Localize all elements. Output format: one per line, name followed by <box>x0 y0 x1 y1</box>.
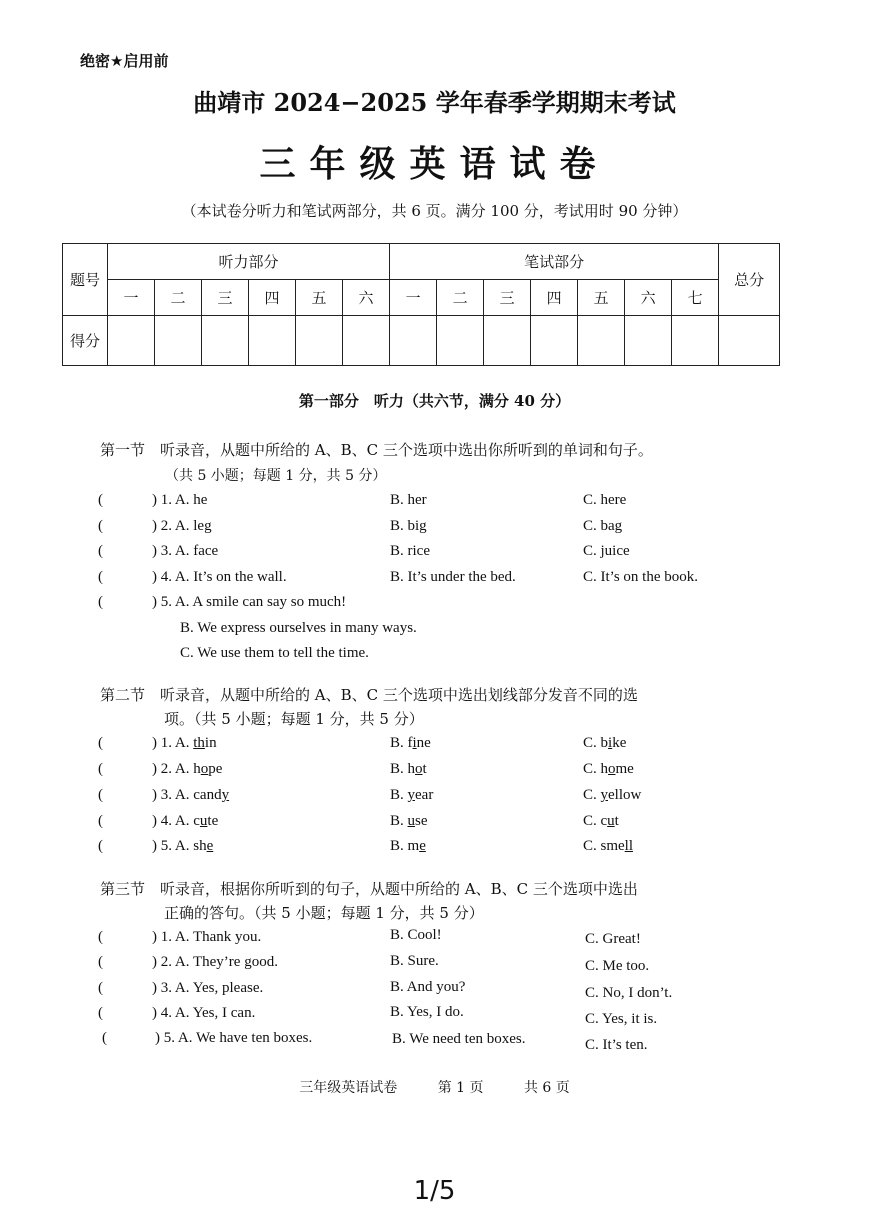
s3-q5-c: C. It’s ten. <box>585 1037 648 1053</box>
s3-q5-a: ) 5. A. We have ten boxes. <box>155 1030 313 1046</box>
s2-q2-a: ) 2. A. hope <box>152 761 223 777</box>
s3-q4-a: ) 4. A. Yes, I can. <box>152 1005 256 1021</box>
answer-paren[interactable]: ( <box>98 492 103 508</box>
footer-total: 共 6 页 <box>523 1080 570 1096</box>
answer-paren[interactable]: ( <box>98 543 103 559</box>
section2-sub: 项。（共 5 小题；每题 1 分，共 5 分） <box>164 710 424 728</box>
score-cell[interactable] <box>390 316 437 366</box>
score-cell[interactable] <box>484 316 531 366</box>
page-indicator: 1/5 <box>413 1176 456 1206</box>
s3-q1-c: C. Great! <box>585 931 641 947</box>
exam-title: 曲靖市 2024−2025 学年春季学期期末考试 <box>193 88 676 117</box>
writing-num: 一 <box>390 280 437 316</box>
s2-q1-c: C. bike <box>583 735 627 751</box>
s2-q3-b: B. year <box>390 787 434 803</box>
listening-num: 五 <box>296 280 343 316</box>
s1-q3-b: B. rice <box>390 543 430 559</box>
writing-num: 二 <box>437 280 484 316</box>
score-cell[interactable] <box>437 316 484 366</box>
score-cell[interactable] <box>578 316 625 366</box>
score-cell[interactable] <box>296 316 343 366</box>
row-label-score: 得分 <box>63 316 108 366</box>
s1-q4-b: B. It’s under the bed. <box>390 569 516 585</box>
answer-paren[interactable]: ( <box>98 838 103 854</box>
section1-title: 第一节 听录音，从题中所给的 A、B、C 三个选项中选出你所听到的单词和句子。 <box>100 441 653 459</box>
score-cell[interactable] <box>249 316 296 366</box>
answer-paren[interactable]: ( <box>98 1005 103 1021</box>
s2-q4-b: B. use <box>390 813 428 829</box>
s2-q5-a: ) 5. A. she <box>152 838 214 854</box>
s1-q3-a: ) 3. A. face <box>152 543 219 559</box>
listening-header: 听力部分 <box>108 244 390 280</box>
score-cell[interactable] <box>672 316 719 366</box>
score-cell[interactable] <box>202 316 249 366</box>
s1-q3-c: C. juice <box>583 543 630 559</box>
s2-q5-c: C. smell <box>583 838 634 854</box>
score-table <box>62 243 780 366</box>
s3-q4-b: B. Yes, I do. <box>390 1004 464 1020</box>
s3-q1-a: ) 1. A. Thank you. <box>152 929 262 945</box>
s1-q1-b: B. her <box>390 492 427 508</box>
section3-sub: 正确的答句。（共 5 小题；每题 1 分，共 5 分） <box>164 904 484 922</box>
total-header: 总分 <box>719 244 780 316</box>
answer-paren[interactable]: ( <box>98 954 103 970</box>
s1-q4-a: ) 4. A. It’s on the wall. <box>152 569 287 585</box>
s1-q2-b: B. big <box>390 518 427 534</box>
paper-subtitle: 三年级英语试卷 <box>259 143 610 185</box>
listening-num: 四 <box>249 280 296 316</box>
s3-q4-c: C. Yes, it is. <box>585 1011 658 1027</box>
s2-q4-c: C. cut <box>583 813 619 829</box>
s2-q2-b: B. hot <box>390 761 427 777</box>
row-label-number: 题号 <box>63 244 108 316</box>
s2-q2-c: C. home <box>583 761 634 777</box>
s1-q4-c: C. It’s on the book. <box>583 569 698 585</box>
footer-paper-name: 三年级英语试卷 <box>299 1080 398 1096</box>
s2-q5-b: B. me <box>390 838 426 854</box>
s3-q2-c: C. Me too. <box>585 958 650 974</box>
page-footer <box>0 1077 869 1097</box>
s3-q2-b: B. Sure. <box>390 953 439 969</box>
s1-q1-c: C. here <box>583 492 627 508</box>
answer-paren[interactable]: ( <box>98 929 103 945</box>
s1-q5-b: B. We express ourselves in many ways. <box>180 620 417 636</box>
total-score-cell[interactable] <box>719 316 780 366</box>
s2-q1-b: B. fine <box>390 735 431 751</box>
s2-q4-a: ) 4. A. cute <box>152 813 219 829</box>
s2-q1-a: ) 1. A. thin <box>152 735 217 751</box>
s1-q5-c: C. We use them to tell the time. <box>180 645 369 661</box>
score-cell[interactable] <box>108 316 155 366</box>
s3-q5-b: B. We need ten boxes. <box>392 1031 526 1047</box>
s2-q3-c: C. yellow <box>583 787 642 803</box>
score-cell[interactable] <box>155 316 202 366</box>
answer-paren[interactable]: ( <box>98 735 103 751</box>
s3-q1-b: B. Cool! <box>390 927 442 943</box>
confidential-label: 绝密★启用前 <box>80 52 169 70</box>
section1-sub: （共 5 小题；每题 1 分，共 5 分） <box>165 468 387 484</box>
s1-q2-c: C. bag <box>583 518 623 534</box>
score-cell[interactable] <box>625 316 672 366</box>
s3-q2-a: ) 2. A. They’re good. <box>152 954 278 970</box>
writing-num: 五 <box>578 280 625 316</box>
answer-paren[interactable]: ( <box>98 518 103 534</box>
writing-num: 七 <box>672 280 719 316</box>
s1-q1-a: ) 1. A. he <box>152 492 208 508</box>
s3-q3-c: C. No, I don’t. <box>585 985 673 1001</box>
writing-num: 六 <box>625 280 672 316</box>
answer-paren[interactable]: ( <box>98 761 103 777</box>
exam-note: （本试卷分听力和笔试两部分，共 6 页。满分 100 分，考试用时 90 分钟） <box>181 202 688 220</box>
answer-paren[interactable]: ( <box>98 787 103 803</box>
score-cell[interactable] <box>343 316 390 366</box>
s1-q5-a: ) 5. A. A smile can say so much! <box>152 594 347 610</box>
section3-title: 第三节 听录音，根据你所听到的句子，从题中所给的 A、B、C 三个选项中选出 <box>100 880 638 898</box>
listening-num: 三 <box>202 280 249 316</box>
answer-paren[interactable]: ( <box>102 1030 107 1046</box>
part1-title: 第一部分 听力（共六节，满分 40 分） <box>298 392 571 410</box>
s3-q3-b: B. And you? <box>390 979 466 995</box>
score-cell[interactable] <box>531 316 578 366</box>
listening-num: 一 <box>108 280 155 316</box>
section2-title: 第二节 听录音，从题中所给的 A、B、C 三个选项中选出划线部分发音不同的选 <box>100 686 638 704</box>
listening-num: 六 <box>343 280 390 316</box>
s1-q2-a: ) 2. A. leg <box>152 518 212 534</box>
listening-num: 二 <box>155 280 202 316</box>
answer-paren[interactable]: ( <box>98 980 103 996</box>
answer-paren[interactable]: ( <box>98 569 103 585</box>
footer-page: 第 1 页 <box>437 1080 484 1096</box>
s3-q3-a: ) 3. A. Yes, please. <box>152 980 264 996</box>
writing-header: 笔试部分 <box>390 244 719 280</box>
answer-paren[interactable]: ( <box>98 813 103 829</box>
writing-num: 三 <box>484 280 531 316</box>
writing-num: 四 <box>531 280 578 316</box>
answer-paren[interactable]: ( <box>98 594 103 610</box>
s2-q3-a: ) 3. A. candy <box>152 787 230 803</box>
